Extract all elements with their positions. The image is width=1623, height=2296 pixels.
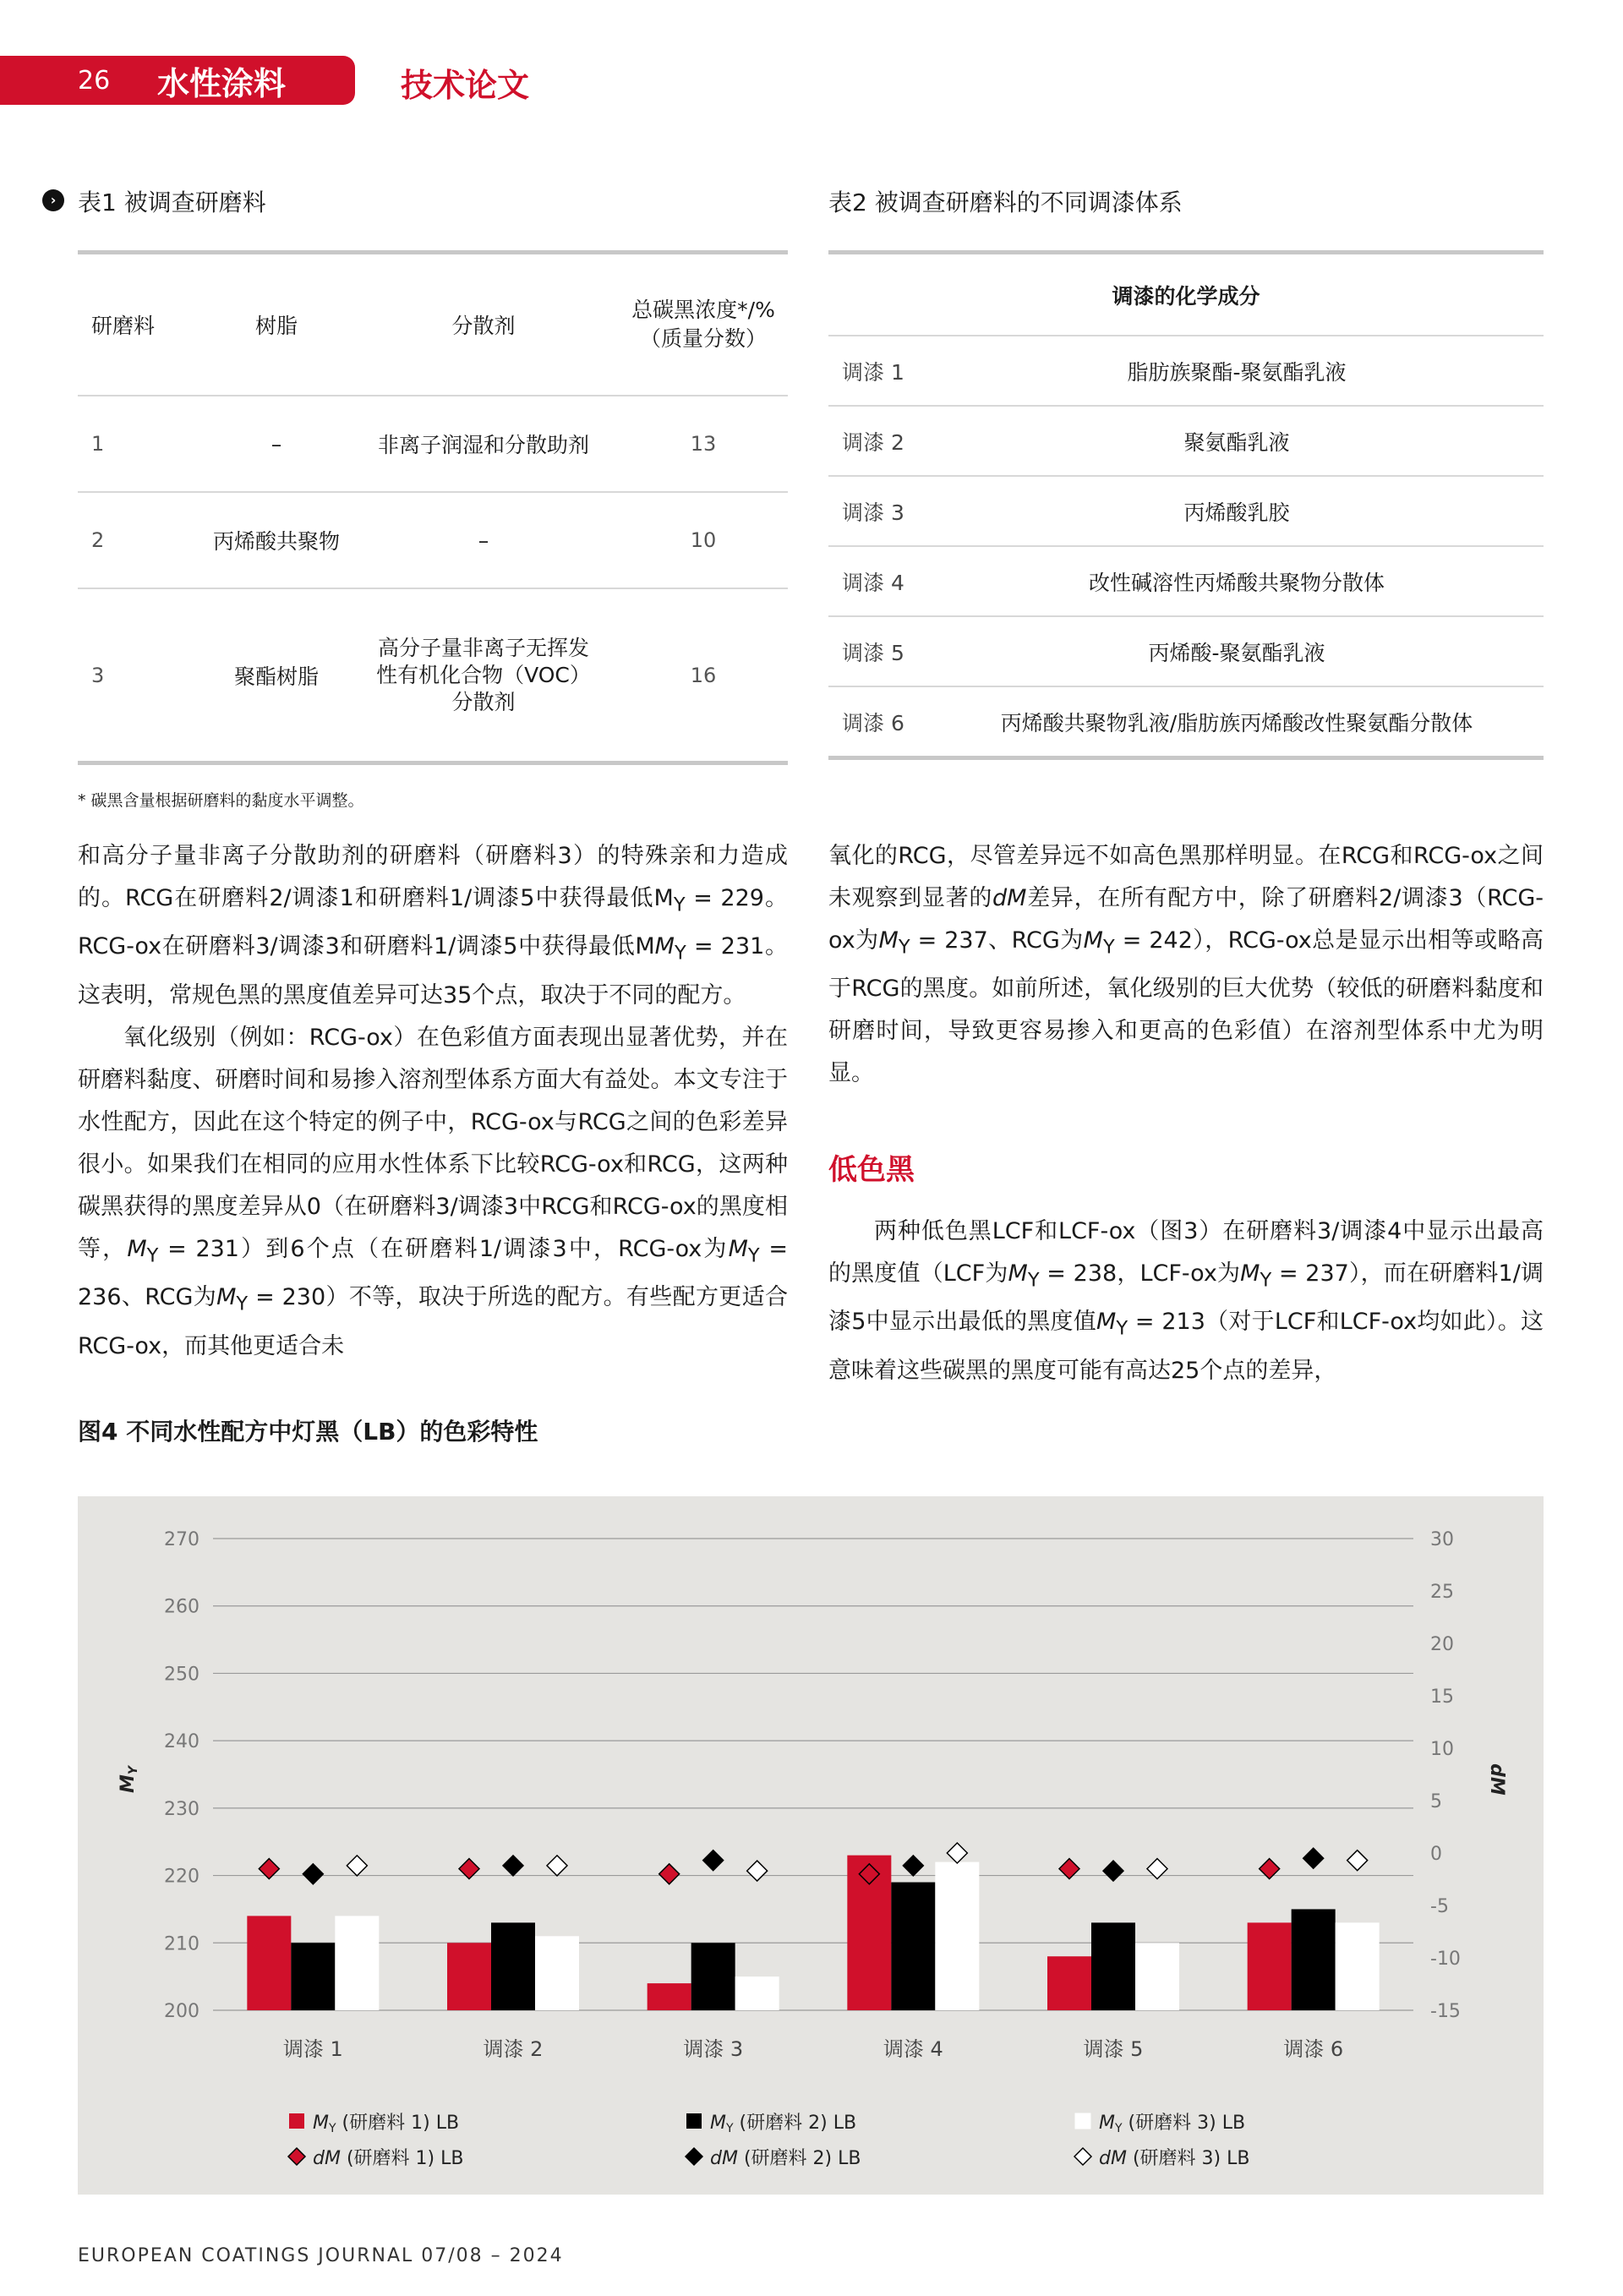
table1-cell: 13 <box>690 432 717 456</box>
y2-tick-label: 10 <box>1430 1739 1454 1760</box>
bar-2 <box>1292 1909 1336 2010</box>
figure-title: 图4 不同水性配方中灯黑（LB）的色彩特性 <box>78 1418 538 1446</box>
x-tick-label: 调漆 1 <box>282 2037 343 2061</box>
chevron-right-icon: › <box>42 189 64 211</box>
table-row: 调漆 5 丙烯酸-聚氨酯乳液 <box>828 617 1544 687</box>
dm-marker-2 <box>303 1864 323 1884</box>
bar-1 <box>1248 1922 1292 2010</box>
table1-cell: 10 <box>690 528 717 552</box>
table1-header-dispersant: 分散剂 <box>451 314 516 338</box>
paragraph: 氧化级别（例如：RCG-ox）在色彩值方面表现出显著优势，并在研磨料黏度、研磨时间和易掺入溶剂型体系方面大有益处。本文专注于水性配方，因此在这个特定的例子中，RCG-ox与RCG之间的色彩差异很小。如果我们在相同的应用水性体系下比较RCG-ox和RCG，这两种碳黑获得的黑度差异从0（在研磨料3/调漆3中RCG和RCG-ox的黑度相等，$M_Y = 231$）到6个点（在研磨料1/调漆3中，RCG-ox为$M_Y = 236$、RCG为$M_Y = 230$）不等，取决于所选的配方。有些配方更适合RCG-ox，而其他更适合未 <box>78 1024 788 1359</box>
header-bar <box>0 56 355 105</box>
footer-journal: EUROPEAN COATINGS JOURNAL 07/08 – 2024 <box>78 2245 564 2266</box>
table2-header: 调漆的化学成分 <box>828 254 1544 336</box>
article-type: 技术论文 <box>401 67 530 104</box>
bar-3 <box>535 1936 579 2010</box>
bar-3 <box>1336 1922 1380 2010</box>
legend-entry-dm: dM (研磨料 3) LB <box>1099 2148 1250 2169</box>
y-axis-label: MY <box>117 1765 140 1794</box>
y2-tick-label: -15 <box>1430 2001 1461 2022</box>
table1-cell: 丙烯酸共聚物 <box>212 529 340 554</box>
bar-3 <box>335 1916 379 2010</box>
table1-cell: 3 <box>91 663 105 687</box>
legend-entry-bar: MY (研磨料 2) LB <box>710 2113 857 2135</box>
chart-svg <box>78 1496 1544 2195</box>
table-row: 调漆 6 丙烯酸共聚物乳液/脂肪族丙烯酸改性聚氨酯分散体 <box>842 710 1473 735</box>
dm-marker-3 <box>347 1856 367 1876</box>
bar-1 <box>1047 1956 1091 2010</box>
y-tick-label: 200 <box>164 2001 199 2022</box>
bar-2 <box>491 1922 535 2010</box>
y2-tick-label: -10 <box>1430 1949 1461 1970</box>
y-tick-label: 230 <box>164 1798 199 1820</box>
bar-2 <box>691 1943 735 2010</box>
dm-marker-2 <box>903 1856 923 1876</box>
table2 <box>828 250 1544 760</box>
dm-marker-3 <box>947 1843 967 1863</box>
table1-note: * 碳黑含量根据研磨料的黏度水平调整。 <box>78 791 364 810</box>
y-tick-label: 270 <box>164 1529 199 1550</box>
table1-cell: 聚酯树脂 <box>233 664 319 689</box>
table-row: 调漆 2 聚氨酯乳液 <box>828 407 1544 477</box>
y-tick-label: 250 <box>164 1664 199 1686</box>
y2-tick-label: 25 <box>1430 1582 1454 1603</box>
legend-entry-dm: dM (研磨料 2) LB <box>710 2148 861 2169</box>
bar-1 <box>648 1983 691 2010</box>
journal-section: 水性涂料 <box>157 64 287 102</box>
legend-swatch-bar <box>289 2113 304 2129</box>
paragraph: 氧化的RCG，尽管差异远不如高色黑那样明显。在RCG和RCG-ox之间未观察到显著的dM差异，在所有配方中，除了研磨料2/调漆3（RCG-ox为$M_Y = 237$、RCG为$M_Y = 242$），RCG-ox总是显示出相等或略高于RCG的黑度。如前所述，氧化级别的巨大优势（较低的研磨料黏度和研磨时间，导致更容易掺入和更高的色彩值）在溶剂型体系中尤为明显。 <box>828 843 1544 1087</box>
y-tick-label: 220 <box>164 1866 199 1888</box>
dm-marker-2 <box>703 1850 724 1871</box>
y2-tick-label: 5 <box>1430 1791 1442 1812</box>
bar-3 <box>1135 1943 1179 2010</box>
table-row: 调漆 4 改性碱溶性丙烯酸共聚物分散体 <box>828 547 1544 617</box>
table1-cell: – <box>478 528 489 553</box>
legend-entry-bar: MY (研磨料 3) LB <box>1099 2113 1246 2135</box>
bar-1 <box>247 1916 291 2010</box>
legend-swatch-bar <box>686 2113 702 2129</box>
body-right-column <box>828 835 1544 1095</box>
chart-area <box>78 1496 1544 2195</box>
table1-cell: 非离子润湿和分散助剂 <box>377 433 589 457</box>
table1 <box>78 250 788 765</box>
paragraph: 和高分子量非离子分散助剂的研磨料（研磨料3）的特殊亲和力造成的。RCG在研磨料2/调漆1和研磨料1/调漆5中获得最低$M_Y = 229$。RCG-ox在研磨料3/调漆3和研磨料1/调漆5中获得最低$MM_Y = 231$。这表明，常规色黑的黑度值差异可达35个点，取决于不同的配方。 <box>78 843 788 1009</box>
legend-swatch-dm <box>288 2148 305 2165</box>
y2-axis-label: dM <box>1486 1763 1507 1796</box>
dm-marker-2 <box>1303 1848 1324 1868</box>
table1-header-resin: 树脂 <box>254 314 298 338</box>
y2-tick-label: 0 <box>1430 1844 1442 1865</box>
table1-cell: – <box>270 431 282 456</box>
dm-marker-3 <box>547 1856 567 1876</box>
table1-cell: 1 <box>91 432 105 456</box>
dm-marker-2 <box>1103 1861 1123 1881</box>
y2-tick-label: 20 <box>1430 1634 1454 1655</box>
section-heading: 低色黑 <box>828 1153 915 1187</box>
x-tick-label: 调漆 2 <box>483 2037 544 2061</box>
table2-title: 表2 被调查研磨料的不同调漆体系 <box>828 189 1183 216</box>
y-tick-label: 260 <box>164 1596 199 1618</box>
legend-swatch-bar <box>1075 2113 1090 2129</box>
table1-header-grind: 研磨料 <box>91 314 156 338</box>
table1-title: 表1 被调查研磨料 <box>78 189 266 216</box>
dm-marker-3 <box>747 1861 768 1881</box>
table1-cell: 16 <box>690 663 717 687</box>
table1-cell: 2 <box>91 528 105 552</box>
table1-cell: 高分子量非离子无挥发 性有机化合物（VOC） 分散剂 <box>376 635 591 714</box>
dm-marker-1 <box>659 1864 680 1884</box>
x-tick-label: 调漆 4 <box>883 2037 943 2061</box>
bar-2 <box>291 1943 335 2010</box>
body-left-column <box>78 835 788 1368</box>
page-number: 26 <box>78 65 111 96</box>
table-row <box>78 493 788 589</box>
y2-tick-label: 15 <box>1430 1686 1454 1708</box>
x-tick-label: 调漆 5 <box>1083 2037 1144 2061</box>
legend-entry-dm: dM (研磨料 1) LB <box>313 2148 464 2169</box>
dm-marker-3 <box>1347 1850 1368 1871</box>
table-row <box>78 396 788 493</box>
x-tick-label: 调漆 6 <box>1283 2037 1344 2061</box>
table-row: 调漆 3 丙烯酸乳胶 <box>828 477 1544 547</box>
table1-header-conc: 总碳黑浓度*/% （质量分数） <box>631 298 775 351</box>
legend-entry-bar: MY (研磨料 1) LB <box>313 2113 460 2135</box>
body-right-column-2 <box>828 1211 1544 1392</box>
x-tick-label: 调漆 3 <box>683 2037 744 2061</box>
bar-3 <box>935 1862 979 2010</box>
y2-tick-label: -5 <box>1430 1896 1449 1917</box>
table-row <box>78 589 788 761</box>
table-row: 调漆 1 脂肪族聚酯-聚氨酯乳液 <box>828 336 1544 407</box>
bar-2 <box>891 1883 935 2010</box>
legend-swatch-dm <box>686 2148 702 2165</box>
table1-header-row <box>78 254 788 396</box>
y-tick-label: 210 <box>164 1933 199 1955</box>
bar-3 <box>735 1976 779 2010</box>
y2-tick-label: 30 <box>1430 1529 1454 1550</box>
paragraph: 两种低色黑LCF和LCF-ox（图3）在研磨料3/调漆4中显示出最高的黑度值（LCF为$M_Y = 238$，LCF-ox为$M_Y = 237$），而在研磨料1/调漆5中显示出最低的黑度值$M_Y = 213$（对于LCF和LCF-ox均如此）。这意味着这些碳黑的黑度可能有高达25个点的差异， <box>828 1218 1544 1384</box>
bar-1 <box>447 1943 491 2010</box>
bar-2 <box>1091 1922 1135 2010</box>
legend-swatch-dm <box>1074 2148 1091 2165</box>
dm-marker-2 <box>503 1856 523 1876</box>
y-tick-label: 240 <box>164 1731 199 1753</box>
